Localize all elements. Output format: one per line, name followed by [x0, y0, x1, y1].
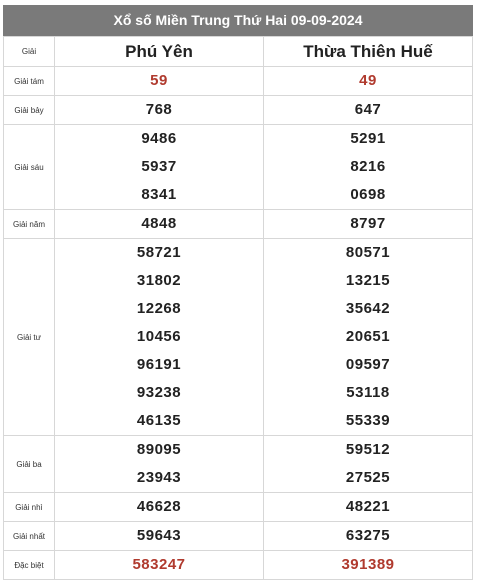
prize-row: [4, 551, 473, 580]
prize-number: 80571: [345, 244, 391, 261]
prize-number: 5291: [350, 130, 386, 147]
prize-cell-thua-thien-hue: [264, 436, 473, 493]
results-panel: [3, 5, 473, 580]
prize-cell-thua-thien-hue: [264, 125, 473, 210]
prize-number: 768: [145, 101, 173, 118]
prize-row: [4, 493, 473, 522]
prize-number: 12268: [136, 300, 182, 317]
prize-cell-phu-yen: [55, 239, 264, 436]
prize-row: [4, 125, 473, 210]
prize-cell-thua-thien-hue: [264, 239, 473, 436]
prize-number: 27525: [345, 469, 391, 486]
page-title: Xổ số Miền Trung Thứ Hai 09-09-2024: [3, 5, 473, 36]
prize-number: 8797: [350, 215, 386, 232]
prize-cell-phu-yen: [55, 125, 264, 210]
prize-cell-thua-thien-hue: [264, 493, 473, 522]
prize-label: Giải nhất: [4, 522, 55, 551]
prize-cell-phu-yen: [55, 96, 264, 125]
prize-number: 13215: [345, 272, 391, 289]
prize-number: 8341: [141, 186, 177, 203]
prize-number: 31802: [136, 272, 182, 289]
province-thua-thien-hue: Thừa Thiên Huế: [264, 37, 473, 67]
prize-cell-phu-yen: [55, 493, 264, 522]
prize-number: 391389: [341, 556, 395, 573]
prize-number: 647: [354, 101, 382, 118]
prize-number: 59: [150, 72, 168, 89]
prize-number: 63275: [345, 527, 391, 544]
prize-number: 20651: [345, 328, 391, 345]
prize-number: 4848: [141, 215, 177, 232]
prize-number: 46135: [136, 412, 182, 429]
prize-label: Giải sáu: [4, 125, 55, 210]
prize-number: 35642: [345, 300, 391, 317]
prize-number: 58721: [136, 244, 182, 261]
prize-row: [4, 436, 473, 493]
prize-cell-thua-thien-hue: [264, 67, 473, 96]
prize-cell-thua-thien-hue: [264, 96, 473, 125]
header-row: [4, 37, 473, 67]
prize-label: Giải năm: [4, 210, 55, 239]
province-phu-yen: Phú Yên: [55, 37, 264, 67]
prize-label: Giải bảy: [4, 96, 55, 125]
prize-row: [4, 522, 473, 551]
prize-row: [4, 96, 473, 125]
prize-cell-phu-yen: [55, 67, 264, 96]
prize-number: 0698: [350, 186, 386, 203]
prize-number: 96191: [136, 356, 182, 373]
prize-cell-phu-yen: [55, 551, 264, 580]
prize-number: 10456: [136, 328, 182, 345]
prize-row: [4, 210, 473, 239]
prize-number: 48221: [345, 498, 391, 515]
prize-label: Giải nhì: [4, 493, 55, 522]
prize-label: Đặc biệt: [4, 551, 55, 580]
prize-cell-phu-yen: [55, 436, 264, 493]
prize-number: 59512: [345, 441, 391, 458]
prize-number: 5937: [141, 158, 177, 175]
prize-cell-thua-thien-hue: [264, 210, 473, 239]
prize-number: 23943: [136, 469, 182, 486]
prize-cell-phu-yen: [55, 210, 264, 239]
prize-number: 53118: [346, 384, 390, 401]
prize-number: 49: [359, 72, 377, 89]
header-label: Giải: [4, 37, 55, 67]
prize-number: 59643: [136, 527, 182, 544]
prize-label: Giải ba: [4, 436, 55, 493]
prize-cell-phu-yen: [55, 522, 264, 551]
prize-number: 93238: [136, 384, 182, 401]
prize-number: 55339: [345, 412, 391, 429]
prize-number: 46628: [136, 498, 182, 515]
prize-row: [4, 239, 473, 436]
prize-cell-thua-thien-hue: [264, 551, 473, 580]
prize-row: [4, 67, 473, 96]
prize-number: 583247: [132, 556, 186, 573]
prize-label: Giải tám: [4, 67, 55, 96]
prize-number: 09597: [345, 356, 391, 373]
prize-cell-thua-thien-hue: [264, 522, 473, 551]
prize-number: 9486: [141, 130, 177, 147]
prize-number: 89095: [136, 441, 182, 458]
prize-number: 8216: [350, 158, 386, 175]
prize-label: Giải tư: [4, 239, 55, 436]
results-table: [3, 36, 473, 580]
